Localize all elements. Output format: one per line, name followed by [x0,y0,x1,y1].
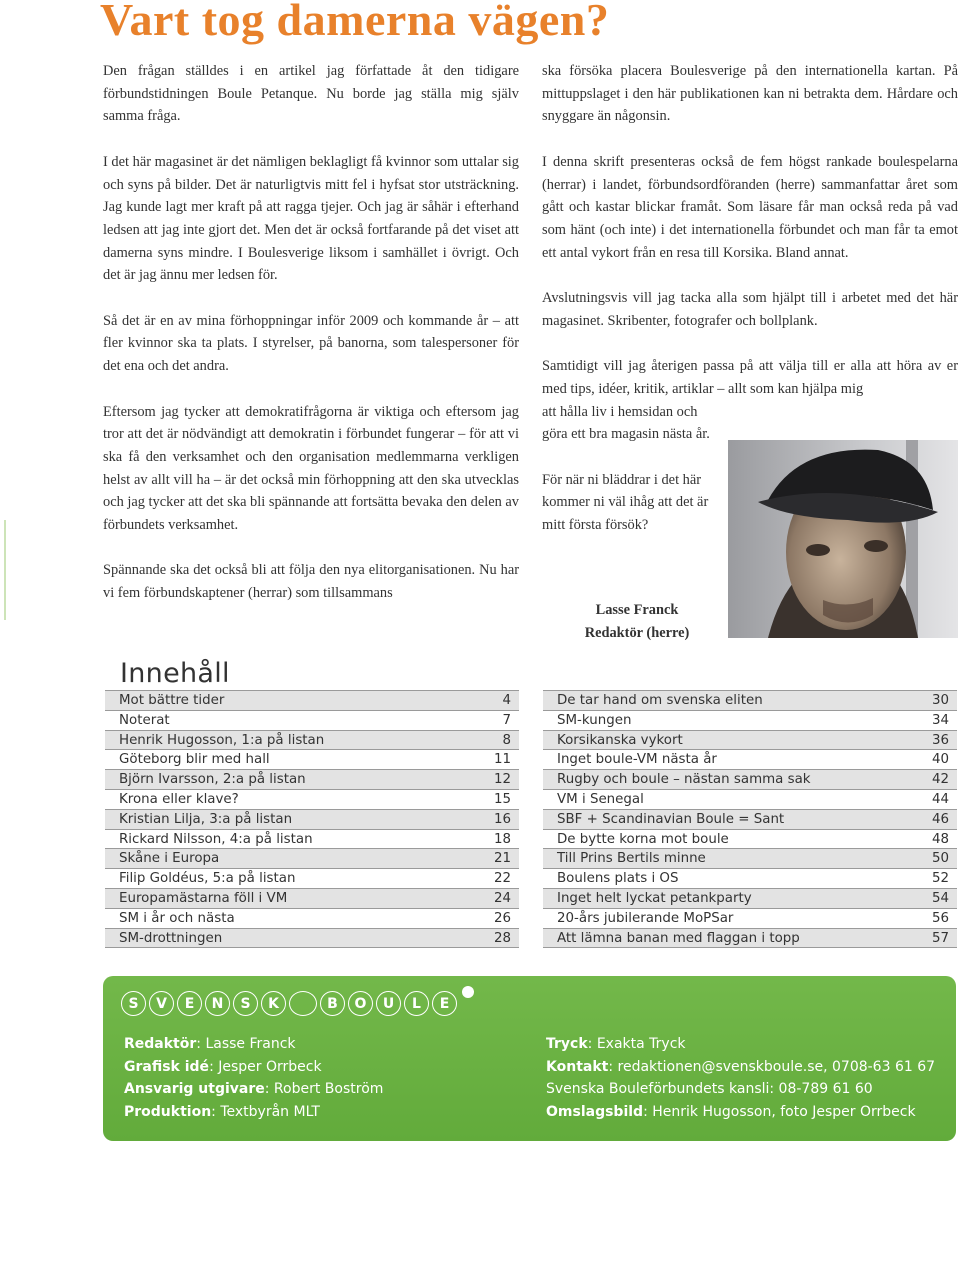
toc-row [105,711,519,731]
toc-item-page: 18 [493,831,511,847]
logo-letter: E [177,991,202,1016]
logo-letter: B [320,991,345,1016]
toc-item-page: 21 [493,851,511,867]
credits-right [546,1033,935,1123]
toc-row [105,691,519,711]
toc-row [543,790,957,810]
paragraph: I det här magasinet är det nämligen beklagligt få kvinnor som uttalar sig och syns på bilder. Det är naturligtvis mitt fel i hyfsat stor utsträckning. Jag kunde lagt mer kraft på att ragga tjejer. Och jag är såhär i efterhand ledsen att jag inte gjort det. Men det är också fortfarande på det viset att damerna syns mindre. I Boulesverige liksom i samhället i övrigt. Och det är jag ännu mer ledsen för. [103,153,519,284]
toc-row [105,770,519,790]
toc-row [543,770,957,790]
toc-item-page: 42 [931,772,949,788]
toc-item-title: Europamästarna föll i VM [119,890,288,906]
logo-letter: U [376,991,401,1016]
paragraph: Den frågan ställdes i en artikel jag författade åt den tidigare förbundstidningen Boule Petanque. Nu borde jag ställa mig själv samma fråga. [103,63,519,125]
toc-item-title: Mot bättre tider [119,693,225,708]
toc-item-title: Filip Goldéus, 5:a på listan [119,871,296,887]
editor-role: Redaktör (herre) [584,624,690,641]
toc-item-title: Korsikanska vykort [557,732,683,748]
toc-item-title: SM i år och nästa [119,910,235,926]
toc-item-page: 57 [931,930,949,946]
colophon-box [103,976,956,1141]
toc-row [105,731,519,751]
credit-line [546,1101,935,1124]
paragraph: ska försöka placera Boulesverige på den internationella kartan. På mittuppslaget i den här publikationen kan ni betrakta dem. Hårdare och snyggare än någonsin. [542,63,958,125]
toc-row [543,830,957,850]
toc-item-title: SM-drottningen [119,930,223,946]
credit-value: : Henrik Hugosson, foto Jesper Orrbeck [643,1103,916,1120]
toc-item-page: 8 [502,732,511,748]
logo-letter: E [432,991,457,1016]
toc-item-page: 12 [493,772,511,788]
toc-item-page: 16 [493,811,511,827]
toc-item-title: SBF + Scandinavian Boule = Sant [557,811,785,827]
toc-item-page: 30 [931,693,949,708]
logo-letter: V [149,991,174,1016]
toc-item-title: Inget boule-VM nästa år [557,752,717,768]
toc-item-title: Till Prins Bertils minne [557,851,706,867]
logo-letter: L [404,991,429,1016]
toc-item-page: 50 [931,851,949,867]
svensk-boule-logo [121,991,474,1016]
toc-item-page: 26 [493,910,511,926]
toc-item-page: 22 [493,871,511,887]
credit-value: : Exakta Tryck [587,1036,686,1052]
toc-row [543,929,957,949]
toc-row [105,750,519,770]
logo-spacer-circle [289,991,317,1016]
toc-row [105,810,519,830]
margin-rule [4,520,6,620]
toc-item-title: Kristian Lilja, 3:a på listan [119,811,293,827]
toc-list-left [105,690,519,948]
toc-item-page: 34 [931,712,949,728]
toc-row [543,691,957,711]
toc-item-page: 44 [931,791,949,807]
credit-line [546,1078,935,1101]
paragraph: Eftersom jag tycker att demokratifrågorna är viktiga och eftersom jag tror att det är nödvändigt att demokratin i förbundet fungerar – för att vi ska få den verksamhet och den organisation medlemmarna verkligen helst av allt vill ha – är det också min förhoppning att den ska utvecklas och jag tycker att det ska bli spännande att fortsätta bevaka den delen av förbundets verksamhet. [103,403,519,534]
credit-value: : Robert Boström [264,1081,384,1097]
credit-value: : Jesper Orrbeck [209,1058,322,1075]
paragraph: Spännande ska det också bli att följa den nya elitorganisationen. Nu har vi fem förbundskaptener (herrar) som tillsammans [103,562,519,602]
paragraph: Samtidigt vill jag återigen passa på att välja till er alla att höra av er med tips, idéer, kritik, artiklar – allt som kan hjälpa mig [542,358,958,397]
credit-label: Grafisk idé [124,1058,210,1075]
toc-row [105,909,519,929]
credits-left [124,1033,383,1123]
left-column [103,60,519,628]
toc-row [105,929,519,949]
toc-item-page: 4 [502,693,511,708]
credit-label: Tryck [546,1036,588,1052]
toc-row [105,790,519,810]
toc-item-title: Rickard Nilsson, 4:a på listan [119,831,313,847]
toc-item-title: Rugby och boule – nästan samma sak [557,772,811,788]
credit-value: Svenska Bouleförbundets kansli: 08-789 61 60 [546,1081,873,1097]
toc-heading: Innehåll [120,658,230,689]
paragraph: För när ni bläddrar i det här kommer ni väl ihåg att det är mitt första försök? [542,471,709,533]
credit-value: : Textbyrån MLT [211,1103,320,1120]
toc-item-title: De tar hand om svenska eliten [557,693,763,708]
paragraph: I denna skrift presenteras också de fem högst rankade boulespelarna (herrar) i landet, förbundsordföranden (herre) sammanfattar året som gått och kastar blickar framåt. Som läsare får man också reda på vad som hänt (och inte) i det internationella förbundet och man får ta emot ett antal vykort från en resa till Korsika. Bland annat. [542,153,958,261]
toc-item-page: 54 [931,890,949,906]
credit-label: Omslagsbild [546,1103,644,1120]
credit-value: : redaktionen@svenskboule.se, 0708-63 61 67 [608,1058,936,1075]
toc-item-title: Skåne i Europa [119,851,220,867]
toc-item-title: Inget helt lyckat petankparty [557,890,752,906]
paragraph: Avslutningsvis vill jag tacka alla som hjälpt till i arbetet med det här magasinet. Skribenter, fotografer och bollplank. [542,290,958,329]
credit-label: Redaktör [124,1036,197,1052]
toc-item-page: 15 [493,791,511,807]
toc-item-title: 20-års jubilerande MoPSar [557,910,734,926]
credit-line [124,1033,383,1056]
toc-item-title: Att lämna banan med flaggan i topp [557,930,800,946]
toc-row [543,909,957,929]
toc-item-title: Göteborg blir med hall [119,752,270,768]
toc-row [105,849,519,869]
credit-label: Kontakt [546,1058,609,1075]
toc-row [543,731,957,751]
toc-item-title: SM-kungen [557,712,632,728]
toc-item-page: 7 [502,712,511,728]
logo-ball-icon [462,986,474,998]
toc-item-title: Noterat [119,712,170,728]
toc-row [543,889,957,909]
editor-name: Lasse Franck [595,602,679,618]
portrait-image [728,440,958,638]
editor-photo [728,440,958,638]
toc-item-page: 28 [493,930,511,946]
toc-row [105,830,519,850]
credit-line [124,1056,383,1079]
toc-item-title: Henrik Hugosson, 1:a på listan [119,732,325,748]
credit-value: : Lasse Franck [196,1036,296,1052]
toc-item-page: 36 [931,732,949,748]
toc-row [543,869,957,889]
toc-item-title: De bytte korna mot boule [557,831,729,847]
toc-item-page: 11 [493,752,511,768]
toc-list-right [543,690,957,948]
toc-row [543,750,957,770]
toc-item-page: 24 [493,890,511,906]
toc-row [105,889,519,909]
logo-letter: N [205,991,230,1016]
page-title: Vart tog damerna vägen? [100,0,610,45]
logo-letter: S [233,991,258,1016]
logo-letter: O [348,991,373,1016]
credit-line [546,1056,935,1079]
toc-item-title: VM i Senegal [557,791,644,807]
toc-row [543,849,957,869]
credit-label: Produktion [124,1103,212,1120]
logo-letter: K [261,991,286,1016]
credit-line [124,1101,383,1124]
toc-item-page: 56 [931,910,949,926]
credit-line [546,1033,935,1056]
paragraph: Så det är en av mina förhoppningar inför 2009 och kommande år – att fler kvinnor ska ta plats. I styrelser, på banorna, som talespersoner för det ena och det andra. [103,312,519,375]
toc-item-page: 46 [931,811,949,827]
credit-line [124,1078,383,1101]
toc-item-title: Krona eller klave? [119,791,239,807]
toc-item-title: Boulens plats i OS [557,871,679,887]
toc-item-title: Björn Ivarsson, 2:a på listan [119,772,306,788]
paragraph: att hålla liv i hemsidan och göra ett bra magasin nästa år. [542,403,710,443]
toc-row [543,810,957,830]
toc-item-page: 48 [931,831,949,847]
signature [542,599,732,644]
toc-item-page: 40 [931,752,949,768]
toc-row [543,711,957,731]
logo-letter: S [121,991,146,1016]
toc-row [105,869,519,889]
toc-item-page: 52 [931,871,949,887]
credit-label: Ansvarig utgivare [124,1081,265,1097]
